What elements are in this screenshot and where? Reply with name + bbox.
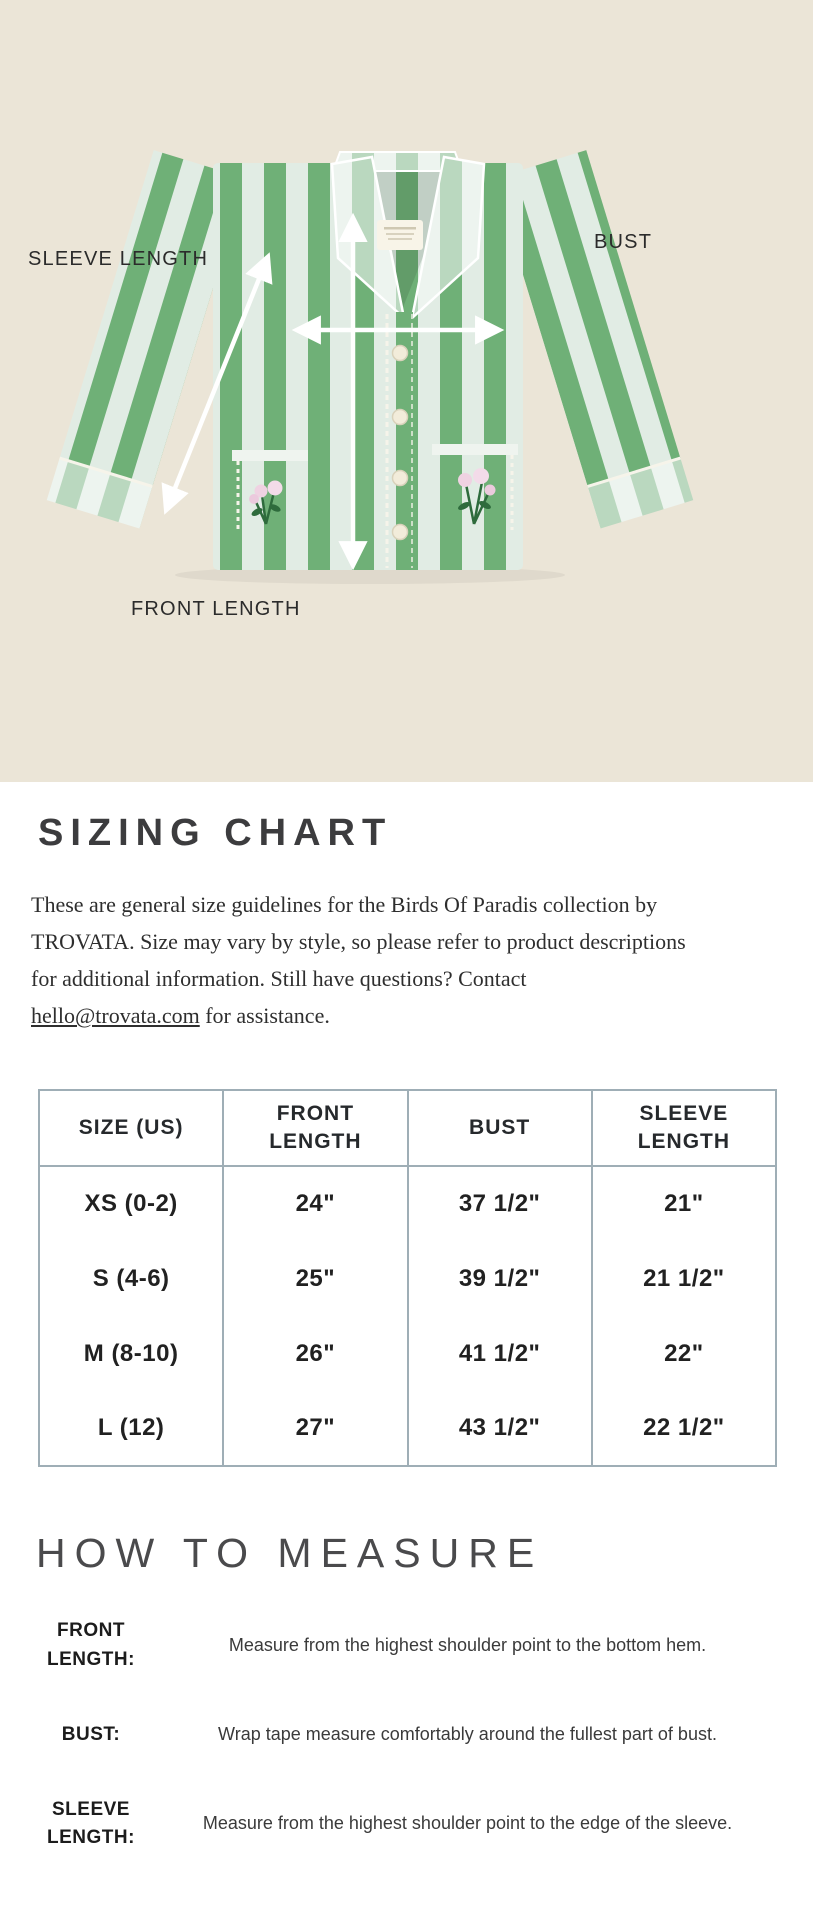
- sizing-chart-title: SIZING CHART: [38, 812, 393, 854]
- size-cell: L (12): [39, 1391, 223, 1466]
- table-row-l: [39, 1391, 776, 1466]
- jacket-neck-tag: [377, 220, 423, 250]
- size-cell: M (8-10): [39, 1316, 223, 1391]
- measure-list: [30, 1617, 783, 1853]
- hero-section: [0, 0, 813, 782]
- front-length-label: FRONT LENGTH: [131, 598, 301, 620]
- measure-item-front-length: [30, 1617, 783, 1674]
- bust-cell: 39 1/2": [408, 1241, 592, 1316]
- measure-label: BUST:: [61, 1723, 121, 1745]
- front-length-cell: 27": [223, 1391, 407, 1466]
- size-cell: XS (0-2): [39, 1166, 223, 1241]
- sleeve-length-cell: 21": [592, 1166, 776, 1241]
- measure-description: Measure from the highest shoulder point to the edge of the sleeve.: [202, 1813, 733, 1834]
- front-length-cell: 25": [223, 1241, 407, 1316]
- size-table-header: [39, 1090, 776, 1166]
- size-cell: S (4-6): [39, 1241, 223, 1316]
- col-header-size: SIZE (US): [39, 1090, 223, 1166]
- table-row-m: [39, 1316, 776, 1391]
- col-header-sleeve-length: SLEEVE LENGTH: [592, 1090, 776, 1166]
- measure-item-bust: [30, 1720, 783, 1750]
- bust-cell: 41 1/2": [408, 1316, 592, 1391]
- sleeve-length-label: SLEEVE LENGTH: [28, 248, 209, 270]
- jacket-left-pocket: [232, 450, 308, 532]
- front-length-cell: 24": [223, 1166, 407, 1241]
- how-to-measure-title: HOW TO MEASURE: [36, 1530, 544, 1576]
- measure-label: FRONT LENGTH:: [47, 1620, 135, 1670]
- sleeve-length-cell: 22 1/2": [592, 1391, 776, 1466]
- content-section: [0, 812, 813, 1853]
- intro-text-after-link: for assistance.: [199, 1003, 330, 1028]
- email-link[interactable]: hello@trovata.com: [31, 1003, 200, 1028]
- sleeve-length-cell: 22": [592, 1316, 776, 1391]
- measure-description: Measure from the highest shoulder point to the bottom hem.: [228, 1634, 707, 1655]
- sleeve-length-cell: 21 1/2": [592, 1241, 776, 1316]
- bust-cell: 43 1/2": [408, 1391, 592, 1466]
- table-row-s: [39, 1241, 776, 1316]
- size-table: [38, 1089, 777, 1467]
- measure-label: SLEEVE LENGTH:: [47, 1798, 135, 1849]
- intro-text-before-link: These are general size guidelines for the Birds Of Paradis collection by TROVATA. Size may vary by style, so please refer to product descriptions for additional information. Still have questions? Contact: [31, 892, 686, 991]
- measure-description: Wrap tape measure comfortably around the fullest part of bust.: [218, 1724, 717, 1744]
- table-row-xs: [39, 1166, 776, 1241]
- front-length-cell: 26": [223, 1316, 407, 1391]
- jacket-right-pocket: [432, 444, 518, 532]
- jacket-right-sleeve: [493, 150, 693, 528]
- bust-label: BUST: [594, 231, 653, 253]
- intro-paragraph: [31, 886, 689, 1034]
- jacket-illustration: [0, 0, 813, 782]
- bust-cell: 37 1/2": [408, 1166, 592, 1241]
- col-header-bust: BUST: [408, 1090, 592, 1166]
- measure-item-sleeve-length: [30, 1796, 783, 1853]
- col-header-front-length: FRONT LENGTH: [223, 1090, 407, 1166]
